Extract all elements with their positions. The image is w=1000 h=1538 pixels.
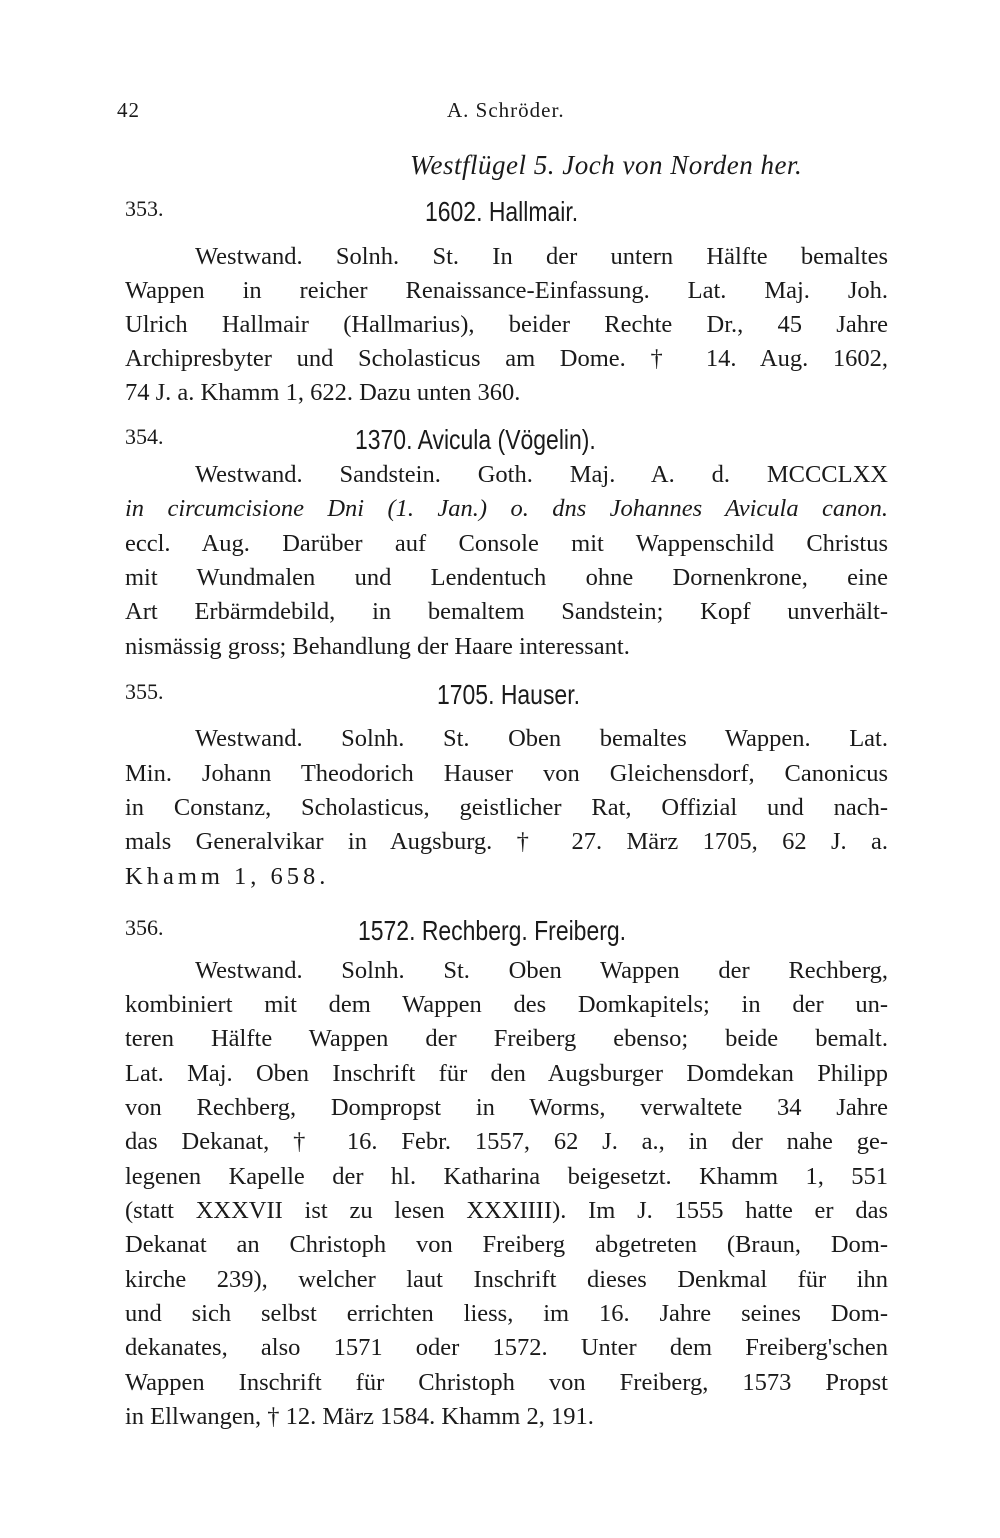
body-line: 74 J. a. Khamm 1, 622. Dazu unten 360. [125, 379, 521, 406]
body-line: Min. Johann Theodorich Hauser von Gleichensdorf, Canonicus [125, 760, 888, 787]
body-line: nismässig gross; Behandlung der Haare interessant. [125, 633, 630, 660]
body-line: in Constanz, Scholasticus, geistlicher Rat, Offizial und nach- [125, 794, 888, 821]
body-line: Dekanat an Christoph von Freiberg abgetreten (Braun, Dom- [125, 1231, 888, 1258]
body-line: das Dekanat, † 16. Febr. 1557, 62 J. a., in der nahe ge- [125, 1128, 888, 1155]
entry-title: 1705. Hauser. [437, 679, 580, 710]
body-line: von Rechberg, Dompropst in Worms, verwaltete 34 Jahre [125, 1094, 888, 1121]
body-line: teren Hälfte Wappen der Freiberg ebenso; beide bemalt. [125, 1025, 888, 1052]
entry-number: 354. [125, 424, 164, 449]
body-line: legenen Kapelle der hl. Katharina beigesetzt. Khamm 1, 551 [125, 1163, 888, 1190]
body-line: in circumcisione Dni (1. Jan.) o. dns Johannes Avicula canon. [125, 495, 888, 522]
entry-title: 1572. Rechberg. Freiberg. [358, 915, 627, 946]
body-line: Westwand. Solnh. St. Oben bemaltes Wappen. Lat. [195, 725, 888, 752]
body-line: eccl. Aug. Darüber auf Console mit Wappenschild Christus [125, 530, 888, 557]
body-line: Lat. Maj. Oben Inschrift für den Augsburger Domdekan Philipp [125, 1060, 888, 1087]
entry-title: 1602. Hallmair. [425, 196, 579, 227]
body-line: Ulrich Hallmair (Hallmarius), beider Rechte Dr., 45 Jahre [125, 311, 888, 338]
body-line: mals Generalvikar in Augsburg. † 27. März 1705, 62 J. a. [125, 828, 888, 855]
body-line: kombiniert mit dem Wappen des Domkapitels; in der un- [125, 991, 888, 1018]
body-line: dekanates, also 1571 oder 1572. Unter dem Freiberg'schen [125, 1334, 888, 1361]
body-line: und sich selbst errichten liess, im 16. Jahre seines Dom- [125, 1300, 888, 1327]
body-line: Westwand. Solnh. St. Oben Wappen der Rechberg, [195, 957, 888, 984]
body-line: Archipresbyter und Scholasticus am Dome. † 14. Aug. 1602, [125, 345, 888, 372]
section-heading: Westflügel 5. Joch von Norden her. [410, 150, 803, 180]
body-line: in Ellwangen, † 12. März 1584. Khamm 2, 191. [125, 1403, 594, 1430]
entry-number: 355. [125, 679, 164, 704]
entry-number: 353. [125, 196, 164, 221]
body-line: Wappen Inschrift für Christoph von Freiberg, 1573 Propst [125, 1369, 888, 1396]
entry-title: 1370. Avicula (Vögelin). [355, 424, 596, 455]
page-number: 42 [117, 98, 140, 122]
body-line: Khamm 1, 658. [125, 863, 330, 890]
body-line: Wappen in reicher Renaissance-Einfassung. Lat. Maj. Joh. [125, 277, 888, 304]
running-title: A. Schröder. [447, 98, 565, 122]
body-line: mit Wundmalen und Lendentuch ohne Dornenkrone, eine [125, 564, 888, 591]
body-line: Westwand. Sandstein. Goth. Maj. A. d. MCCCLXX [195, 461, 888, 488]
body-line: Westwand. Solnh. St. In der untern Hälfte bemaltes [195, 243, 888, 270]
body-line: Art Erbärmdebild, in bemaltem Sandstein; Kopf unverhält- [125, 598, 888, 625]
entry-number: 356. [125, 915, 164, 940]
body-line: (statt XXXVII ist zu lesen XXXIIII). Im J. 1555 hatte er das [125, 1197, 888, 1224]
body-line: kirche 239), welcher laut Inschrift dieses Denkmal für ihn [125, 1266, 888, 1293]
